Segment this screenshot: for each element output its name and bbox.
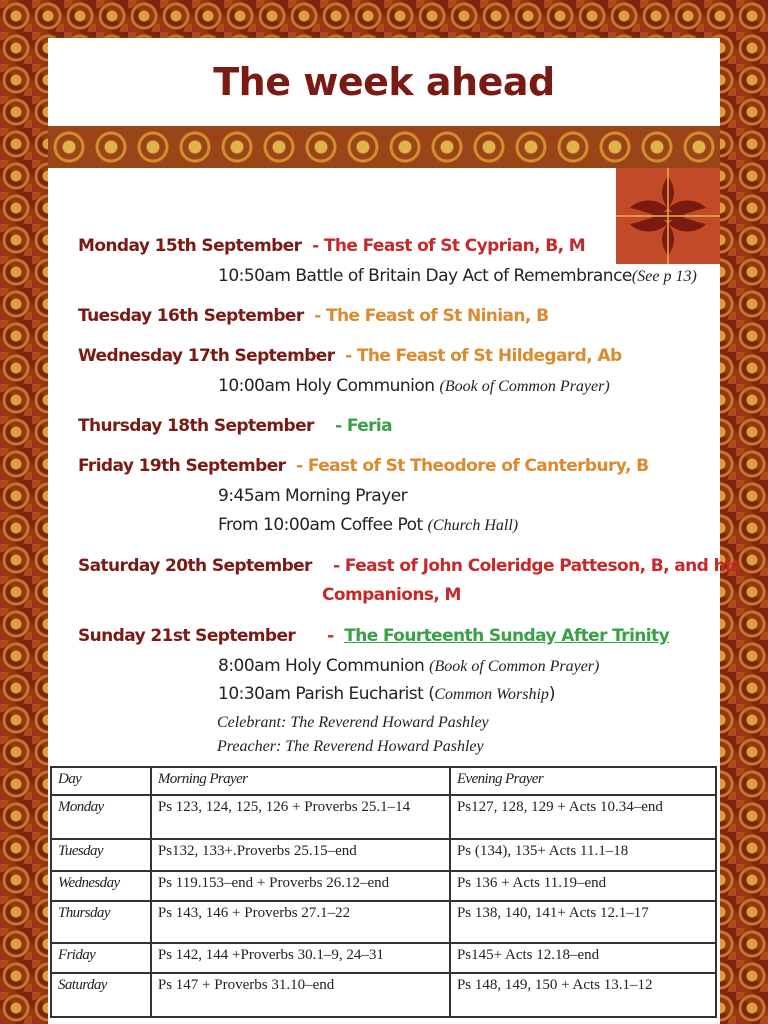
table-row: [51, 973, 716, 1017]
feast-label: - The Feast of St Hildegard, Ab: [345, 346, 622, 366]
day-label: Thursday 18th September: [78, 416, 314, 436]
morning-cell: Ps 143, 146 + Proverbs 27.1–22: [151, 901, 450, 943]
table-row: [51, 943, 716, 973]
table-row: [51, 871, 716, 901]
event-line: 10:00am Holy Communion (Book of Common Prayer): [218, 376, 610, 396]
preacher-credit: Preacher: The Reverend Howard Pashley: [217, 738, 484, 755]
day-cell: Monday: [51, 795, 151, 839]
morning-cell: Ps132, 133+.Proverbs 25.15–end: [151, 839, 450, 871]
feast-label: - Feast of John Coleridge Patteson, B, and his: [333, 556, 740, 576]
header-morning-prayer: Morning Prayer: [151, 767, 450, 795]
evening-cell: Ps 138, 140, 141+ Acts 12.1–17: [450, 901, 716, 943]
feast-label: The Fourteenth Sunday After Trinity: [344, 626, 670, 646]
morning-cell: Ps 119.153–end + Proverbs 26.12–end: [151, 871, 450, 901]
feast-label: - The Feast of St Cyprian, B, M: [312, 236, 586, 256]
day-cell: Friday: [51, 943, 151, 973]
decorative-tile-band: [48, 126, 720, 168]
evening-cell: Ps 148, 149, 150 + Acts 13.1–12: [450, 973, 716, 1017]
celebrant-credit: Celebrant: The Reverend Howard Pashley: [217, 714, 489, 731]
feast-label: - Feria: [335, 416, 393, 436]
table-row: [51, 839, 716, 871]
feast-dash: -: [327, 626, 334, 646]
day-label: Monday 15th September: [78, 236, 302, 256]
day-label: Saturday 20th September: [78, 556, 312, 576]
event-line: 8:00am Holy Communion (Book of Common Prayer): [218, 656, 600, 676]
event-line: From 10:00am Coffee Pot (Church Hall): [218, 515, 519, 535]
feast-label-continued: Companions, M: [322, 585, 461, 605]
day-entry-sunday: [78, 626, 669, 646]
week-schedule: [48, 168, 740, 764]
day-entry-friday: [78, 456, 648, 476]
event-line: 9:45am Morning Prayer: [218, 486, 408, 506]
title-box: [48, 38, 720, 126]
feast-label: - The Feast of St Ninian, B: [314, 306, 549, 326]
evening-cell: Ps127, 128, 129 + Acts 10.34–end: [450, 795, 716, 839]
header-evening-prayer: Evening Prayer: [450, 767, 716, 795]
day-cell: Wednesday: [51, 871, 151, 901]
morning-cell: Ps 123, 124, 125, 126 + Proverbs 25.1–14: [151, 795, 450, 839]
day-entry-wednesday: [78, 346, 622, 366]
table-row: [51, 795, 716, 839]
evening-cell: Ps 136 + Acts 11.19–end: [450, 871, 716, 901]
page-title: The week ahead: [213, 60, 555, 104]
evening-cell: Ps (134), 135+ Acts 11.1–18: [450, 839, 716, 871]
day-entry-tuesday: [78, 306, 548, 326]
table-header-row: [51, 767, 716, 795]
feast-label: - Feast of St Theodore of Canterbury, B: [296, 456, 649, 476]
evening-cell: Ps145+ Acts 12.18–end: [450, 943, 716, 973]
day-cell: Tuesday: [51, 839, 151, 871]
day-label: Wednesday 17th September: [78, 346, 335, 366]
morning-cell: Ps 147 + Proverbs 31.10–end: [151, 973, 450, 1017]
day-label: Tuesday 16th September: [78, 306, 304, 326]
day-label: Friday 19th September: [78, 456, 286, 476]
table-row: [51, 901, 716, 943]
header-day: Day: [51, 767, 151, 795]
lectionary-table-wrap: [48, 764, 720, 1024]
day-entry-monday: [78, 236, 585, 256]
day-entry-thursday: [78, 416, 392, 436]
event-line: 10:50am Battle of Britain Day Act of Remembrance(See p 13): [218, 266, 697, 286]
fleur-de-lis-tile-icon: [616, 168, 720, 264]
day-cell: Saturday: [51, 973, 151, 1017]
morning-cell: Ps 142, 144 +Proverbs 30.1–9, 24–31: [151, 943, 450, 973]
day-label: Sunday 21st September: [78, 626, 296, 646]
event-line: 10:30am Parish Eucharist (Common Worship): [218, 684, 556, 704]
day-entry-saturday: [78, 556, 740, 576]
lectionary-table: [50, 766, 717, 1018]
day-cell: Thursday: [51, 901, 151, 943]
